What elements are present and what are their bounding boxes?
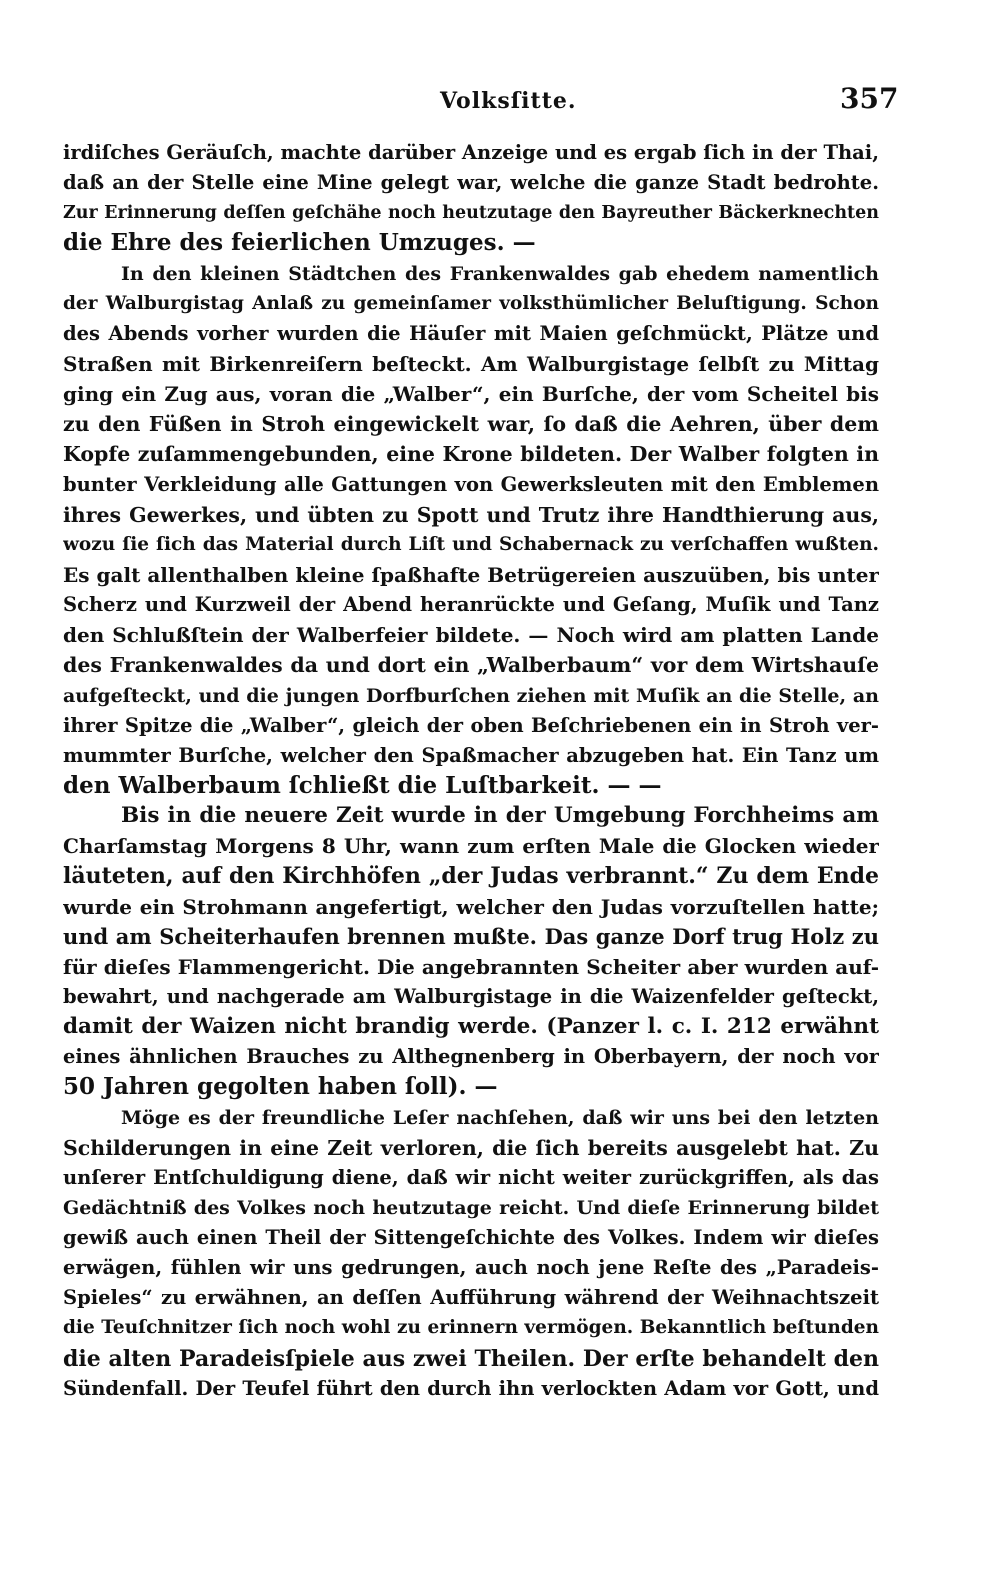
running-title: Volksſitte.: [440, 88, 577, 114]
text-line: wozu ſie ſich das Material durch Liſt und Schabernack zu verſchaffen wußten.: [63, 533, 879, 555]
text-line: daß an der Stelle eine Mine gelegt war, welche die ganze Stadt bedrohte.: [63, 171, 879, 195]
text-line: Straßen mit Birkenreiſern beſteckt. Am Walburgistage ſelbſt zu Mittag: [63, 351, 879, 376]
text-line: die alten Paradeisſpiele aus zwei Theilen. Der erſte behandelt den: [63, 1345, 879, 1372]
text-line: Zur Erinnerung deſſen geſchähe noch heutzutage den Bayreuther Bäckerknechten: [63, 203, 879, 224]
text-line: ging ein Zug aus, voran die „Walber“, ein Burſche, der vom Scheitel bis: [63, 382, 879, 407]
text-line: Spieles“ zu erwähnen, an deſſen Aufführung während der Weihnachtszeit: [63, 1286, 879, 1310]
body-text: [63, 138, 879, 1404]
text-line: Es galt allenthalben kleine ſpaßhafte Betrügereien auszuüben, bis unter: [63, 562, 879, 587]
text-line: aufgeſteckt, und die jungen Dorfburſchen ziehen mit Muſik an die Stelle, an: [63, 684, 879, 707]
text-line: der Walburgistag Anlaß zu gemeinſamer volksthümlicher Beluſtigung. Schon: [63, 292, 879, 314]
page-number: 357: [840, 82, 899, 115]
text-line: irdiſches Geräuſch, machte darüber Anzeige und es ergab ſich in der Thai,: [63, 141, 879, 164]
text-line: erwägen, fühlen wir uns gedrungen, auch noch jene Reſte des „Paradeis-: [63, 1256, 879, 1280]
text-line: Scherz und Kurzweil der Abend heranrückte und Geſang, Muſik und Tanz: [63, 593, 879, 617]
text-line: Möge es der freundliche Leſer nachſehen, daß wir uns bei den letzten: [121, 1106, 879, 1129]
text-line: und am Scheiterhaufen brennen mußte. Das ganze Dorf trug Holz zu: [63, 923, 879, 949]
text-line: Bis in die neuere Zeit wurde in der Umgebung Forchheims am: [121, 803, 879, 829]
text-line: läuteten, auf den Kirchhöfen „der Judas verbrannt.“ Zu dem Ende: [63, 863, 879, 890]
text-line: 50 Jahren gegolten haben ſoll). —: [63, 1073, 498, 1101]
text-line: Kopfe zuſammengebunden, eine Krone bildeten. Der Walber folgten in: [63, 442, 879, 467]
text-line: die Teuſchnitzer ſich noch wohl zu erinnern vermögen. Bekanntlich beſtunden: [63, 1317, 879, 1339]
text-line: wurde ein Strohmann angefertigt, welcher den Judas vorzuſtellen hatte;: [63, 894, 879, 919]
text-line: ihres Gewerkes, und übten zu Spott und Trutz ihre Handthierung aus,: [63, 502, 879, 527]
running-header: [0, 82, 1000, 118]
text-line: Gedächtniß des Volkes noch heutzutage reicht. Und dieſe Erinnerung bildet: [63, 1196, 879, 1219]
text-line: ihrer Spitze die „Walber“, gleich der oben Beſchriebenen ein in Stroh ver-: [63, 713, 879, 737]
text-line: den Walberbaum ſchließt die Luſtbarkeit. — —: [63, 771, 662, 799]
text-line: Charſamstag Morgens 8 Uhr, wann zum erſten Male die Glocken wieder: [63, 834, 879, 859]
text-line: die Ehre des feierlichen Umzuges. —: [63, 229, 536, 257]
text-line: mummter Burſche, welcher den Spaßmacher abzugeben hat. Ein Tanz um: [63, 743, 879, 767]
text-line: Schilderungen in eine Zeit verloren, die ſich bereits ausgelebt hat. Zu: [63, 1135, 879, 1160]
text-line: bewahrt, und nachgerade am Walburgistage in die Waizenfelder geſteckt,: [63, 984, 879, 1008]
text-line: damit der Waizen nicht brandig werde. (Panzer l. c. I. 212 erwähnt: [63, 1014, 879, 1040]
text-line: unſerer Entſchuldigung diene, daß wir nicht weiter zurückgriffen, als das: [63, 1165, 879, 1189]
text-line: gewiß auch einen Theil der Sittengeſchichte des Volkes. Indem wir dieſes: [63, 1226, 879, 1250]
text-line: des Frankenwaldes da und dort ein „Walberbaum“ vor dem Wirtshauſe: [63, 653, 879, 678]
text-line: zu den Füßen in Stroh eingewickelt war, ſo daß die Aehren, über dem: [63, 412, 879, 437]
text-line: eines ähnlichen Brauches zu Althegnenberg in Oberbayern, der noch vor: [63, 1045, 879, 1069]
text-line: des Abends vorher wurden die Häuſer mit Maien geſchmückt, Plätze und: [63, 321, 879, 345]
text-line: Sündenfall. Der Teufel führt den durch ihn verlockten Adam vor Gott, und: [63, 1376, 879, 1400]
text-line: für dieſes Flammengericht. Die angebrannten Scheiter aber wurden auf-: [63, 954, 879, 979]
text-line: bunter Verkleidung alle Gattungen von Gewerksleuten mit den Emblemen: [63, 472, 879, 496]
text-line: den Schlußſtein der Walberfeier bildete. — Noch wird am platten Lande: [63, 623, 879, 648]
text-line: In den kleinen Städtchen des Frankenwaldes gab ehedem namentlich: [121, 262, 879, 285]
